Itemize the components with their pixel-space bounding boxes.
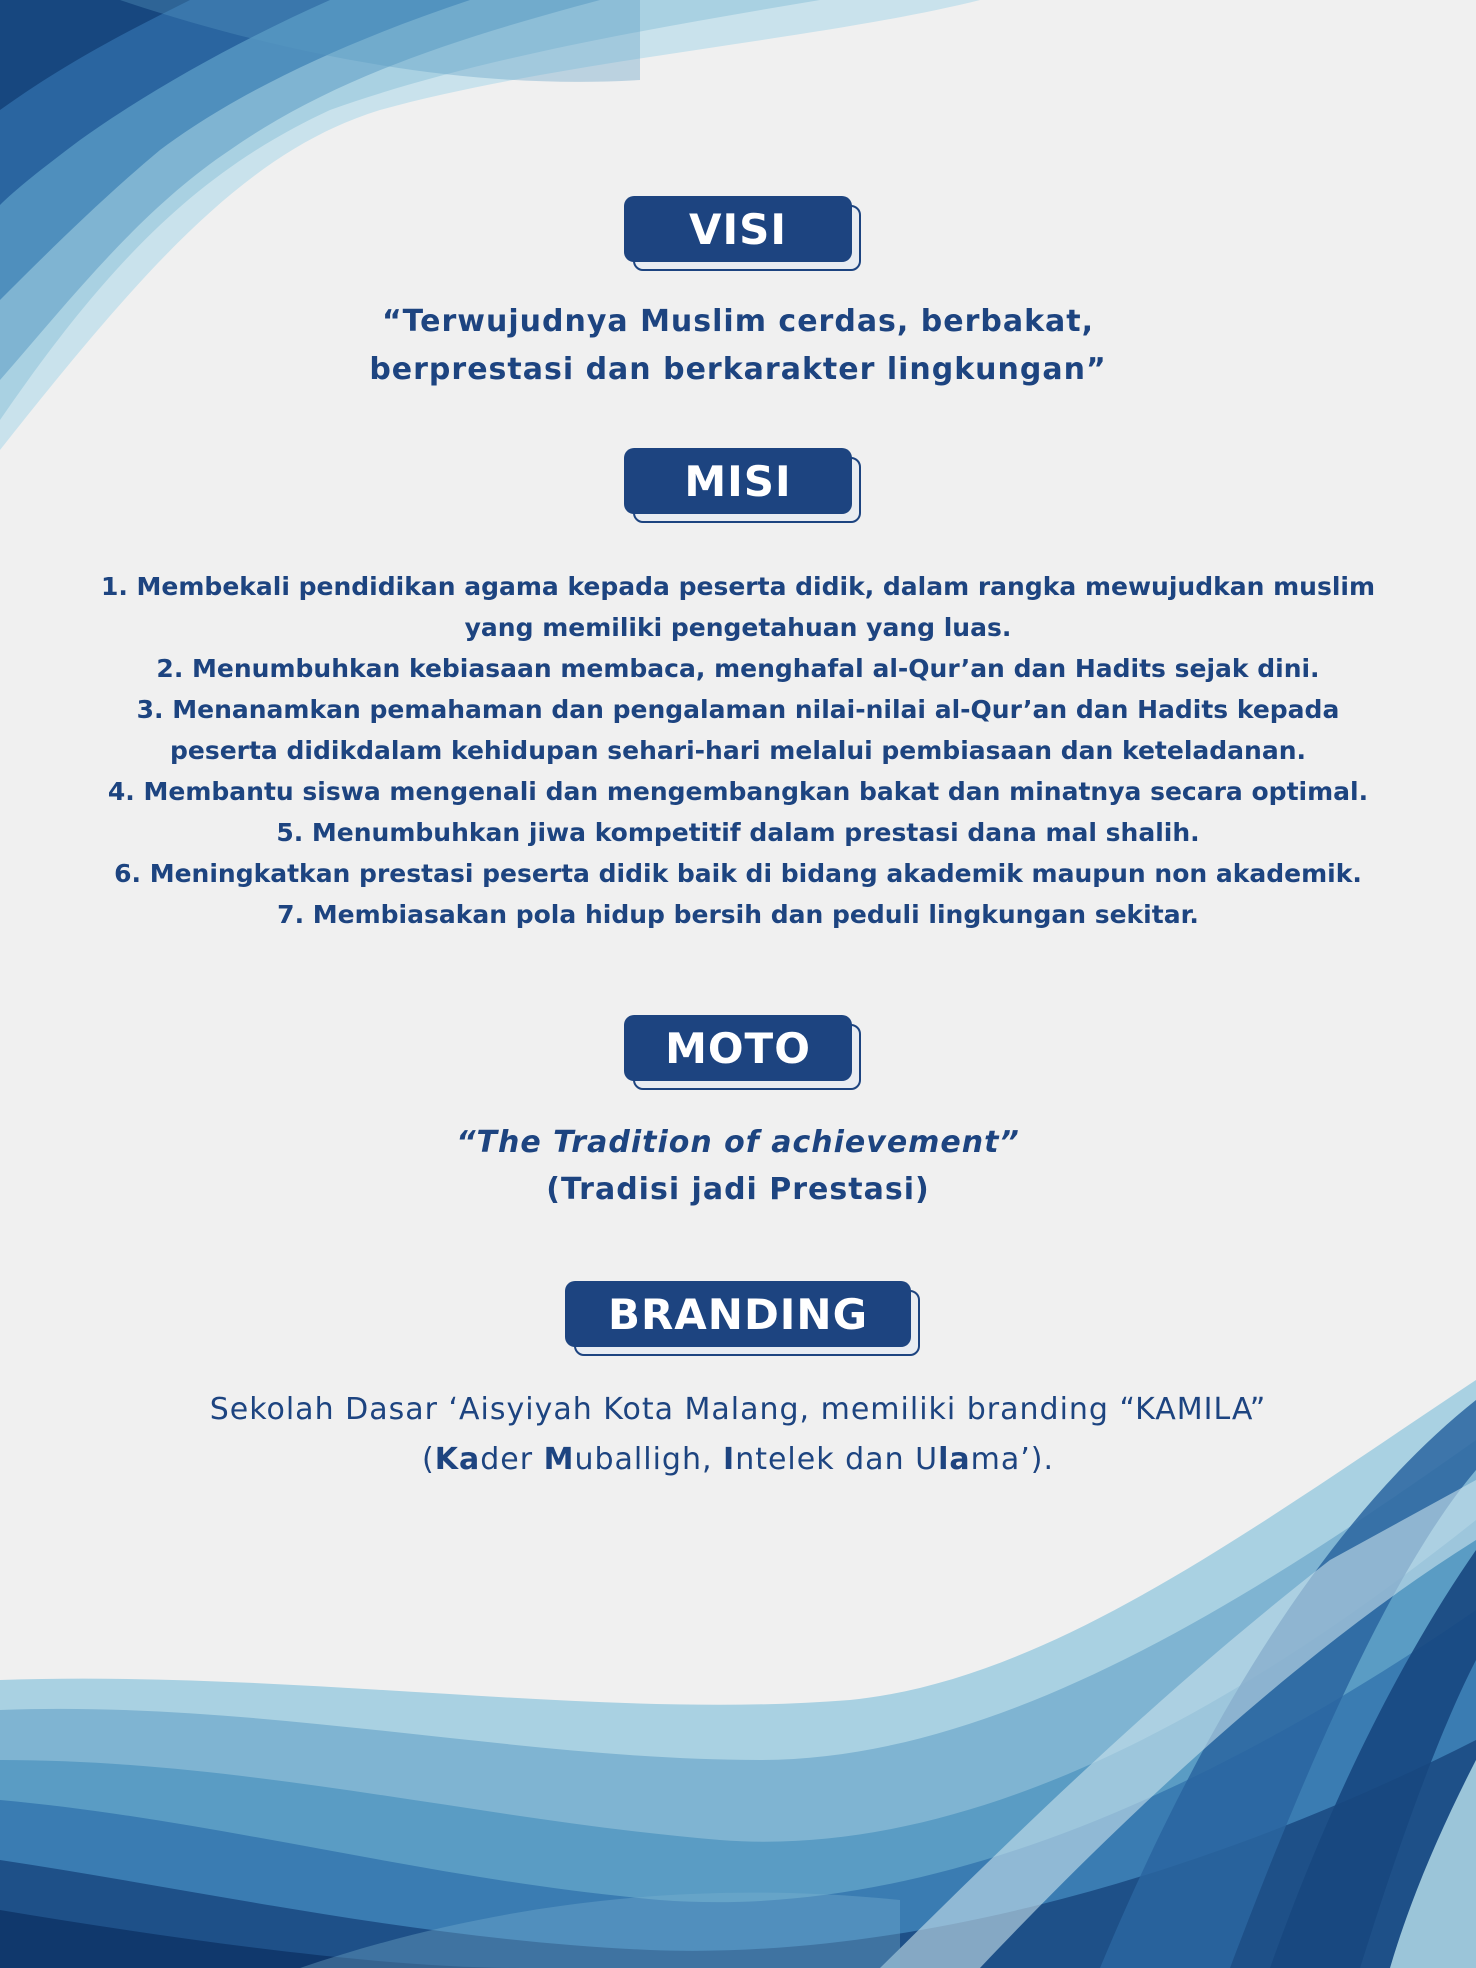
visi-heading-badge [624, 196, 852, 262]
visi-heading: VISI [688, 204, 787, 254]
branding-heading: BRANDING [607, 1289, 869, 1339]
visi-text [0, 298, 1476, 394]
misi-line: 4. Membantu siswa mengenali dan mengembangkan bakat dan minatnya secara optimal. [107, 777, 1369, 806]
branding-line-1: Sekolah Dasar ‘Aisyiyah Kota Malang, memiliki branding “KAMILA” [209, 1392, 1267, 1427]
misi-heading: MISI [684, 456, 792, 506]
visi-line-1: “Terwujudnya Muslim cerdas, berbakat, [381, 304, 1095, 339]
misi-line: 5. Menumbuhkan jiwa kompetitif dalam prestasi dana mal shalih. [276, 818, 1200, 847]
branding-text-part: ntelek dan U [735, 1442, 939, 1477]
branding-acronym-letter: la [938, 1442, 971, 1477]
branding-text-part: uballigh, [574, 1442, 724, 1477]
misi-heading-badge [624, 448, 852, 514]
moto-heading-badge [624, 1015, 852, 1081]
moto-english: “The Tradition of achievement” [456, 1125, 1020, 1160]
misi-list [0, 566, 1476, 935]
branding-text [0, 1385, 1476, 1485]
misi-line: yang memiliki pengetahuan yang luas. [464, 613, 1012, 642]
branding-acronym-letter: M [543, 1442, 575, 1477]
branding-heading-badge [565, 1281, 911, 1347]
visi-line-2: berprestasi dan berkarakter lingkungan” [369, 352, 1107, 387]
branding-text-part: ma’). [970, 1442, 1054, 1477]
branding-line-2 [0, 1435, 1476, 1485]
moto-indonesian: (Tradisi jadi Prestasi) [546, 1172, 930, 1207]
branding-acronym-letter: Ka [434, 1442, 481, 1477]
misi-line: peserta didikdalam kehidupan sehari-hari melalui pembiasaan dan keteladanan. [169, 736, 1307, 765]
misi-line: 3. Menanamkan pemahaman dan pengalaman nilai-nilai al-Qur’an dan Hadits kepada [136, 695, 1340, 724]
branding-text-part: ( [422, 1442, 435, 1477]
branding-text-part: der [480, 1442, 544, 1477]
branding-acronym-letter: I [723, 1442, 736, 1477]
moto-heading: MOTO [665, 1023, 811, 1073]
misi-line: 7. Membiasakan pola hidup bersih dan peduli lingkungan sekitar. [277, 900, 1199, 929]
misi-line: 1. Membekali pendidikan agama kepada peserta didik, dalam rangka mewujudkan muslim [100, 572, 1376, 601]
misi-line: 2. Menumbuhkan kebiasaan membaca, menghafal al-Qur’an dan Hadits sejak dini. [156, 654, 1320, 683]
misi-line: 6. Meningkatkan prestasi peserta didik baik di bidang akademik maupun non akademik. [114, 859, 1362, 888]
